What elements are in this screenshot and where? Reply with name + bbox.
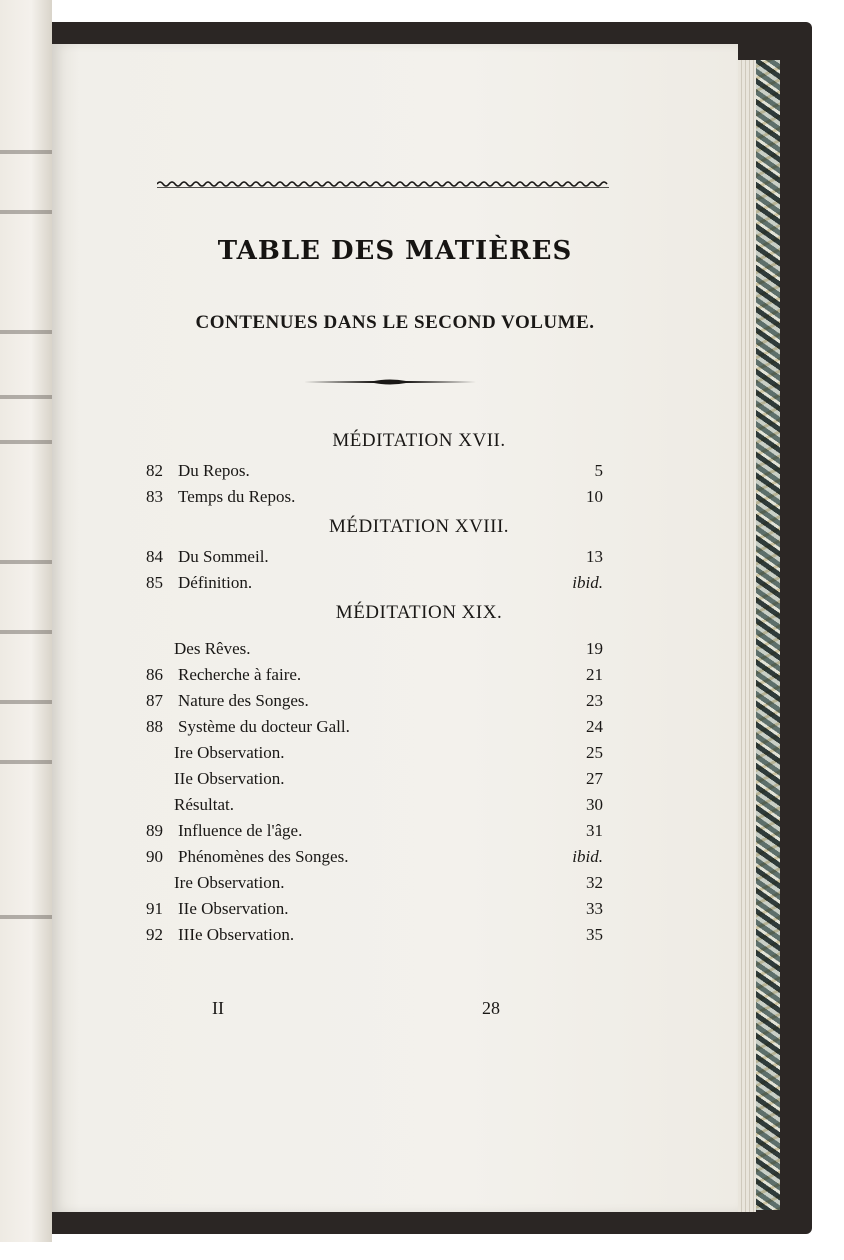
entry-label: Phénomènes des Songes. [178,847,349,866]
toc-entry [52,922,738,948]
entry-page: 33 [586,899,603,918]
entry-page: 27 [586,769,603,788]
page-footer [52,998,738,1024]
toc-entry [52,484,738,510]
section-meditation-xviii [52,510,738,596]
entry-page: ibid. [572,573,603,592]
entry-label: Recherche à faire. [178,665,302,684]
book-page [52,44,738,1212]
page-subtitle: CONTENUES DANS LE SECOND VOLUME. [195,312,595,333]
show-through-line [0,150,52,154]
toc-entry [52,544,738,570]
decorative-rule [304,378,476,386]
entry-label: Ire Observation. [174,743,285,762]
entry-page: 5 [594,461,603,480]
show-through-line [0,630,52,634]
show-through-line [0,330,52,334]
entry-number: 91 [146,899,163,918]
toc-entry [52,844,738,870]
toc-entry [52,792,738,818]
entry-label: Du Sommeil. [178,547,269,566]
entry-label: Nature des Songes. [178,691,309,710]
entry-label: Temps du Repos. [178,487,296,506]
show-through-line [0,395,52,399]
entry-label: Influence de l'âge. [178,821,303,840]
section-heading: MÉDITATION XVIII. [328,516,510,537]
entry-label: Résultat. [174,795,234,814]
toc-entry [52,636,738,662]
entry-label: Du Repos. [178,461,250,480]
toc-entry [52,818,738,844]
page-title: TABLE DES MATIÈRES [217,236,573,266]
entry-label: Des Rêves. [174,639,251,658]
entry-number: 83 [146,487,163,506]
toc-entry [52,570,738,596]
show-through-line [0,560,52,564]
entry-label: IIIe Observation. [178,925,295,944]
entry-label: Système du docteur Gall. [178,717,350,736]
show-through-line [0,760,52,764]
entry-number: 92 [146,925,163,944]
toc-entry [52,896,738,922]
entry-page: 21 [586,665,603,684]
entry-page: 32 [586,873,603,892]
toc-entry [52,688,738,714]
toc-entry [52,870,738,896]
ornamental-border [157,180,609,188]
entry-page: 19 [586,639,603,658]
section-heading: MÉDITATION XVII. [332,430,506,451]
entry-label: Définition. [178,573,253,592]
entry-number: 87 [146,691,163,710]
table-of-contents [52,424,738,948]
entry-page: ibid. [572,847,603,866]
show-through-line [0,210,52,214]
entry-page: 31 [586,821,603,840]
entry-page: 13 [586,547,603,566]
toc-entry [52,714,738,740]
entry-number: 86 [146,665,163,684]
entry-number: 82 [146,461,163,480]
entry-number: 84 [146,547,163,566]
section-heading: MÉDITATION XIX. [335,602,503,623]
entry-page: 35 [586,925,603,944]
entry-page: 24 [586,717,603,736]
entry-number: 89 [146,821,163,840]
section-meditation-xvii [52,424,738,510]
signature-mark: II [212,998,224,1018]
entry-label: IIe Observation. [174,769,285,788]
entry-page: 10 [586,487,603,506]
show-through-line [0,440,52,444]
entry-number: 90 [146,847,163,866]
entry-number: 85 [146,573,163,592]
entry-page: 25 [586,743,603,762]
section-meditation-xix [52,596,738,948]
entry-label: IIe Observation. [178,899,289,918]
toc-entry [52,740,738,766]
toc-entry [52,766,738,792]
entry-page: 30 [586,795,603,814]
entry-label: Ire Observation. [174,873,285,892]
page-number: 28 [482,998,500,1018]
show-through-line [0,700,52,704]
left-page-edge [0,0,52,1242]
entry-page: 23 [586,691,603,710]
entry-number: 88 [146,717,163,736]
toc-entry [52,458,738,484]
toc-entry [52,662,738,688]
show-through-line [0,915,52,919]
